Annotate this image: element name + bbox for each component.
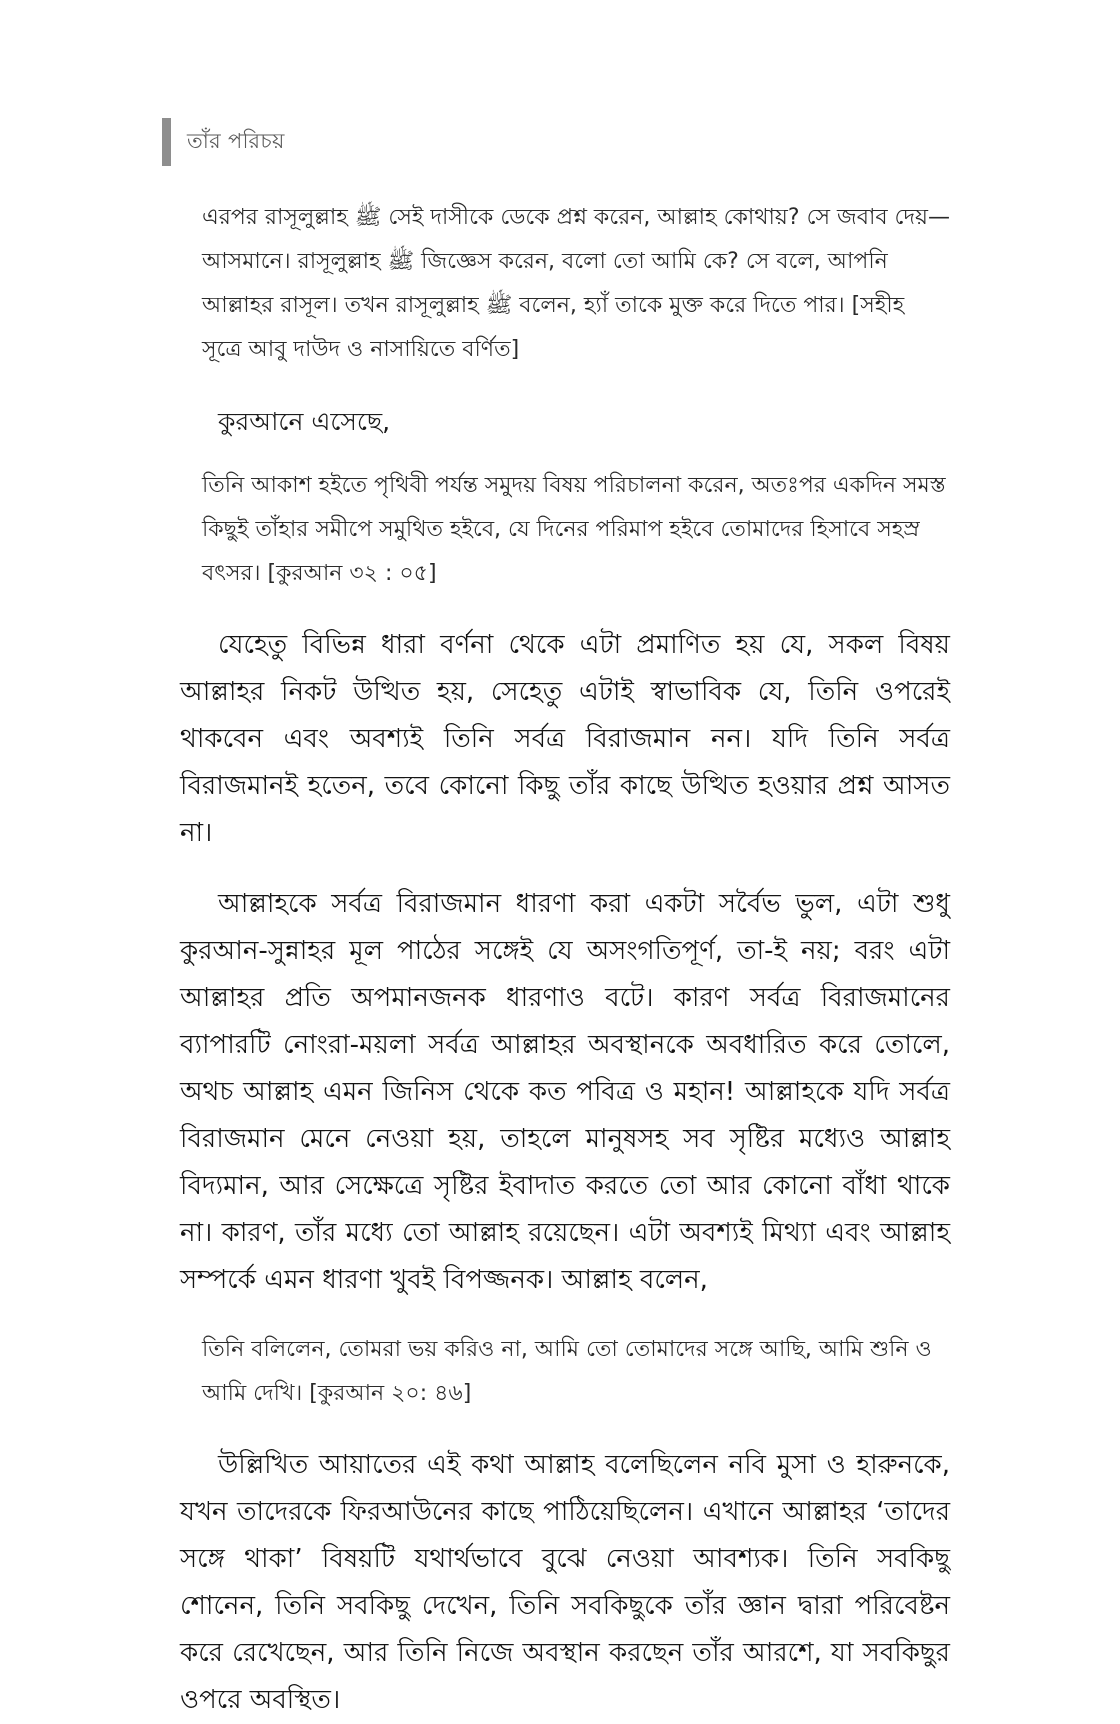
running-header — [162, 118, 285, 166]
hadith-quote: এরপর রাসূলুল্লাহ ﷺ সেই দাসীকে ডেকে প্রশ্ন করেন, আল্লাহ কোথায়? সে জবাব দেয়—আসমানে। রাসূলুল্লাহ ﷺ জিজ্ঞেস করেন, বলো তো আমি কে? সে বলে, আপনি আল্লাহর রাসূল। তখন রাসূলুল্লাহ ﷺ বলেন, হ্যাঁ তাকে মুক্ত করে দিতে পার। [সহীহ সূত্রে আবু দাউদ ও নাসায়িতে বর্ণিত] — [202, 205, 951, 362]
header-rule-bar — [162, 118, 171, 166]
quran-quote-32-5: তিনি আকাশ হইতে পৃথিবী পর্যন্ত সমুদয় বিষয় পরিচালনা করেন, অতঃপর একদিন সমস্ত কিছুই তাঁহার সমীপে সমুথিত হইবে, যে দিনের পরিমাপ হইবে তোমাদের হিসাবে সহস্র বৎসর। [কুরআন ৩২ : ০৫] — [202, 473, 946, 586]
page-content — [180, 196, 950, 1724]
running-title: তাঁর পরিচয় — [187, 128, 285, 153]
body-paragraph-2: আল্লাহকে সর্বত্র বিরাজমান ধারণা করা একটা সর্বৈভ ভুল, এটা শুধু কুরআন-সুন্নাহর মূল পাঠের সঙ্গেই যে অসংগতিপূর্ণ, তা-ই নয়; বরং এটা আল্লাহর প্রতি অপমানজনক ধারণাও বটে। কারণ সর্বত্র বিরাজমানের ব্যাপারটি নোংরা-ময়লা সর্বত্র আল্লাহর অবস্থানকে অবধারিত করে তোলে, অথচ আল্লাহ এমন জিনিস থেকে কত পবিত্র ও মহান! আল্লাহকে যদি সর্বত্র বিরাজমান মেনে নেওয়া হয়, তাহলে মানুষসহ সব সৃষ্টির মধ্যেও আল্লাহ বিদ্যমান, আর সেক্ষেত্রে সৃষ্টির ইবাদাত করতে তো আর কোনো বাঁধা থাকে না। কারণ, তাঁর মধ্যে তো আল্লাহ রয়েছেন। এটা অবশ্যই মিথ্যা এবং আল্লাহ সম্পর্কে এমন ধারণা খুবই বিপজ্জনক। আল্লাহ বলেন, — [180, 889, 950, 1295]
body-paragraph-1: যেহেতু বিভিন্ন ধারা বর্ণনা থেকে এটা প্রমাণিত হয় যে, সকল বিষয় আল্লাহর নিকট উত্থিত হয়, সেহেতু এটাই স্বাভাবিক যে, তিনি ওপরেই থাকবেন এবং অবশ্যই তিনি সর্বত্র বিরাজমান নন। যদি তিনি সর্বত্র বিরাজমানই হতেন, তবে কোনো কিছু তাঁর কাছে উত্থিত হওয়ার প্রশ্ন আসত না। — [180, 630, 950, 848]
quran-lead-in: কুরআনে এসেছে, — [218, 407, 391, 436]
body-paragraph-3: উল্লিখিত আয়াতের এই কথা আল্লাহ বলেছিলেন নবি মুসা ও হারুনকে, যখন তাদেরকে ফিরআউনের কাছে পাঠিয়েছিলেন। এখানে আল্লাহর ‘তাদের সঙ্গে থাকা’ বিষয়টি যথার্থভাবে বুঝে নেওয়া আবশ্যক। তিনি সবকিছু শোনেন, তিনি সবকিছু দেখেন, তিনি সবকিছুকে তাঁর জ্ঞান দ্বারা পরিবেষ্টন করে রেখেছেন, আর তিনি নিজে অবস্থান করছেন তাঁর আরশে, যা সবকিছুর ওপরে অবস্থিত। — [180, 1450, 950, 1715]
quran-quote-20-46: তিনি বলিলেন, তোমরা ভয় করিও না, আমি তো তোমাদের সঙ্গে আছি, আমি শুনি ও আমি দেখি। [কুরআন ২০: ৪৬] — [202, 1337, 932, 1406]
